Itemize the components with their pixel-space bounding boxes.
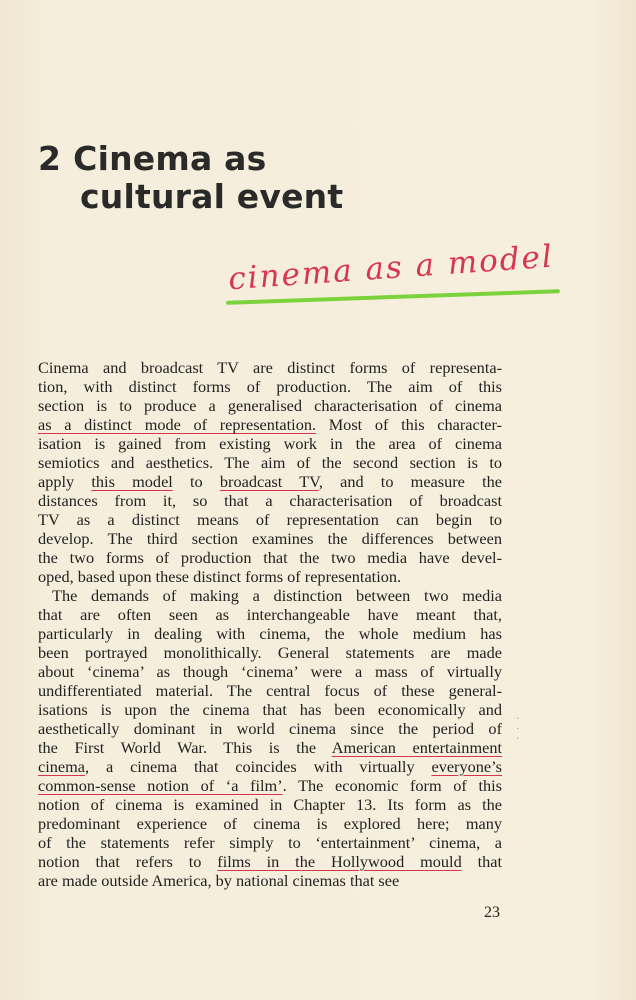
underlined-phrase: common-sense notion of ‘a film’ <box>38 776 283 795</box>
text-segment: apply <box>38 472 92 491</box>
text-line: oped, based upon these distinct forms of representation. <box>38 567 402 586</box>
text-line: develop. The third section examines the differences between <box>38 529 502 548</box>
chapter-title-line-2: cultural event <box>80 177 344 216</box>
underlined-phrase: films in the Hollywood mould <box>217 852 462 871</box>
text-segment: notion that refers to <box>38 852 218 871</box>
text-line: tion, with distinct forms of production. The aim of this <box>38 377 502 396</box>
text-line <box>38 776 502 795</box>
text-line: are made outside America, by national cinemas that see <box>38 871 400 890</box>
text-line: of the statements refer simply to ‘entertainment’ cinema, a <box>38 833 502 852</box>
underlined-phrase: as a distinct mode of representation. <box>38 415 317 434</box>
margin-marks: · · · <box>516 714 520 745</box>
text-line: isation is gained from existing work in the area of cinema <box>38 434 502 453</box>
chapter-number: 2 <box>38 139 62 178</box>
underlined-phrase: everyone’s <box>431 757 502 776</box>
text-line: semiotics and aesthetics. The aim of the second section is to <box>38 453 502 472</box>
chapter-title-line-1: Cinema as <box>73 139 267 178</box>
text-segment: that <box>461 852 502 871</box>
text-line: undifferentiated material. The central focus of these general- <box>38 681 502 700</box>
text-line <box>38 415 502 434</box>
text-line: been portrayed monolithically. General statements are made <box>38 643 502 662</box>
text-segment: , and to measure the <box>318 472 502 491</box>
underlined-phrase: cinema <box>38 757 86 776</box>
text-line: TV as a distinct means of representation can begin to <box>38 510 502 529</box>
text-line: about ‘cinema’ as though ‘cinema’ were a mass of virtually <box>38 662 502 681</box>
text-line: distances from it, so that a characterisation of broadcast <box>38 491 502 510</box>
text-line: predominant experience of cinema is explored here; many <box>38 814 502 833</box>
text-segment: to <box>172 472 220 491</box>
text-line: isations is upon the cinema that has been economically and <box>38 700 502 719</box>
text-line: Cinema and broadcast TV are distinct forms of representa- <box>38 358 502 377</box>
text-line: aesthetically dominant in world cinema since the period of <box>38 719 502 738</box>
text-line: notion of cinema is examined in Chapter 13. Its form as the <box>38 795 502 814</box>
text-segment: . The economic form of this <box>282 776 502 795</box>
text-line: the two forms of production that the two media have devel- <box>38 548 502 567</box>
text-segment: the First World War. This is the <box>38 738 332 757</box>
text-line <box>38 738 502 757</box>
underlined-phrase: broadcast TV <box>219 472 319 491</box>
text-segment: , a cinema that coincides with virtually <box>85 757 432 776</box>
text-line: particularly in dealing with cinema, the whole medium has <box>38 624 502 643</box>
text-line <box>38 852 502 871</box>
text-segment: Most of this character- <box>316 415 502 434</box>
page-number: 23 <box>484 904 500 921</box>
text-line: The demands of making a distinction between two media <box>52 586 502 605</box>
body-text <box>38 358 502 890</box>
underlined-phrase: this model <box>91 472 173 491</box>
text-line: that are often seen as interchangeable have meant that, <box>38 605 502 624</box>
text-line <box>38 757 502 776</box>
text-line: section is to produce a generalised characterisation of cinema <box>38 396 502 415</box>
text-line <box>38 472 502 491</box>
handwritten-annotation: cinema as a model <box>227 238 555 298</box>
underlined-phrase: American entertainment <box>331 738 502 757</box>
chapter-heading <box>38 140 343 216</box>
